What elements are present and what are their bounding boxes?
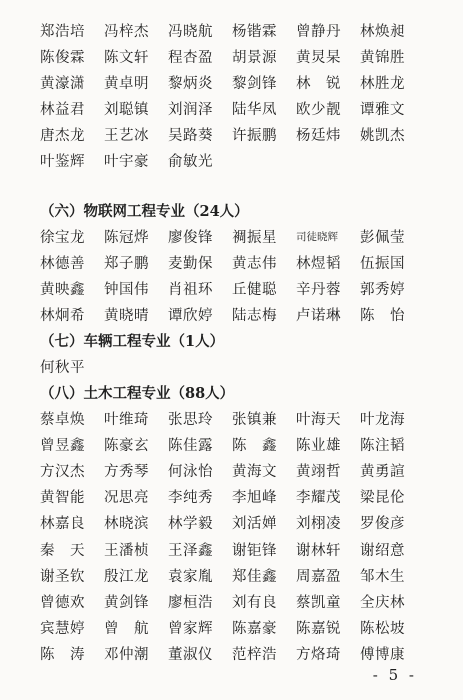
student-name: 陈嘉锐 (296, 621, 341, 638)
student-name: 曾家辉 (168, 621, 213, 638)
student-name: 林晓滨 (104, 516, 149, 533)
student-name: 麦勤保 (168, 255, 213, 272)
student-name: 黄翊哲 (296, 463, 341, 480)
student-name: 曾德欢 (40, 594, 85, 611)
student-name: 秦 天 (40, 542, 85, 559)
student-name: 方秀琴 (104, 463, 149, 480)
name-row (40, 276, 430, 300)
student-name: 李旭峰 (232, 490, 277, 507)
student-name: 林煜韬 (296, 255, 341, 272)
student-name: 叶宇豪 (104, 153, 149, 170)
student-name: 郑佳鑫 (232, 568, 277, 585)
student-name: 王潘桢 (104, 542, 149, 559)
student-name: 林胜龙 (360, 75, 405, 92)
name-row (40, 44, 430, 68)
student-name: 蔡卓焕 (40, 411, 85, 428)
name-row (40, 122, 430, 146)
student-name: 徐宝龙 (40, 229, 85, 246)
name-row (40, 18, 430, 42)
student-name: 王艺冰 (104, 127, 149, 144)
student-name: 曾 航 (104, 621, 149, 638)
student-name: 郑子鹏 (104, 255, 149, 272)
student-name: 林益君 (40, 101, 85, 118)
name-row (40, 616, 430, 640)
name-row (40, 302, 430, 326)
student-name: 陈文轩 (104, 49, 149, 66)
student-name: 邓仲潮 (104, 647, 149, 664)
student-name: 周嘉盈 (296, 568, 341, 585)
student-name: 陈俊霖 (40, 49, 85, 66)
student-name: 卢诺琳 (296, 307, 341, 324)
page-number: - 5 - (372, 666, 417, 684)
student-name: 辛丹蓉 (296, 281, 341, 298)
student-name: 张思玲 (168, 411, 213, 428)
student-name: 谢林轩 (296, 542, 341, 559)
student-name: 陈注韬 (360, 437, 405, 454)
student-name: 谭欣婷 (168, 307, 213, 324)
student-name: 林 锐 (296, 75, 341, 92)
student-name: 方汉杰 (40, 463, 85, 480)
student-name: 陈佳露 (168, 437, 213, 454)
student-name: 陈业雄 (296, 437, 341, 454)
student-name: 黄智能 (40, 490, 85, 507)
student-name: 郭秀婷 (360, 281, 405, 298)
student-name: 陈冠烨 (104, 229, 149, 246)
student-name: 黄勇諠 (360, 463, 405, 480)
student-name: 廖桓浩 (168, 594, 213, 611)
student-name: 李纯秀 (168, 490, 213, 507)
student-name: 叶龙海 (360, 411, 405, 428)
student-name: 刘聪镇 (104, 101, 149, 118)
student-name: 吴路葵 (168, 127, 213, 144)
student-name: 杨廷炜 (296, 127, 341, 144)
student-name: 蔡凯童 (296, 594, 341, 611)
name-row (40, 148, 430, 172)
student-name: 李耀茂 (296, 490, 341, 507)
name-row (40, 354, 430, 378)
student-name: 梁昆伦 (360, 490, 405, 507)
student-name: 黄映鑫 (40, 281, 85, 298)
student-name: 林炯希 (40, 307, 85, 324)
student-name: 黄剑锋 (104, 594, 149, 611)
student-name: 陈豪玄 (104, 437, 149, 454)
student-name: 黄炅杲 (296, 49, 341, 66)
name-row (40, 70, 430, 94)
student-name: 钟国伟 (104, 281, 149, 298)
student-name: 袁家胤 (168, 568, 213, 585)
name-row (40, 458, 430, 482)
student-name: 方烙琦 (296, 647, 341, 664)
student-name: 许振鹏 (232, 127, 277, 144)
section-heading-civil: （八）土木工程专业（88人） (40, 384, 235, 402)
student-name: 董淑仪 (168, 647, 213, 664)
student-name: 刘润泽 (168, 101, 213, 118)
student-name: 谢钜锋 (232, 542, 277, 559)
student-name: 何泳怡 (168, 463, 213, 480)
student-name: 刘栩凌 (296, 516, 341, 533)
student-name: 宾慧婷 (40, 621, 85, 638)
student-name: 谢圣钦 (40, 568, 85, 585)
name-row (40, 96, 430, 120)
student-name: 林焕昶 (360, 23, 405, 40)
name-row (40, 511, 430, 535)
student-name: 陈 怡 (360, 307, 405, 324)
student-name: 黎剑锋 (232, 75, 277, 92)
student-name: 林德善 (40, 255, 85, 272)
student-name: 陈 涛 (40, 647, 85, 664)
student-name: 肖祖环 (168, 281, 213, 298)
student-name: 司徒晓辉 (296, 230, 338, 243)
student-name: 姚凯杰 (360, 127, 405, 144)
student-name: 林学毅 (168, 516, 213, 533)
student-name: 叶维琦 (104, 411, 149, 428)
student-name: 黄卓明 (104, 75, 149, 92)
student-name: 刘有良 (232, 594, 277, 611)
student-name: 黎炳炎 (168, 75, 213, 92)
name-row (40, 563, 430, 587)
student-name: 谢绍意 (360, 542, 405, 559)
student-name: 胡景源 (232, 49, 277, 66)
name-row (40, 589, 430, 613)
name-row (40, 250, 430, 274)
student-name: 丘健聪 (232, 281, 277, 298)
student-name: 冯晓航 (168, 23, 213, 40)
student-name: 陈嘉豪 (232, 621, 277, 638)
student-name: 廖俊锋 (168, 229, 213, 246)
name-row (40, 406, 430, 430)
student-name: 王泽鑫 (168, 542, 213, 559)
name-row (40, 224, 430, 248)
name-row (40, 432, 430, 456)
student-name: 程杏盈 (168, 49, 213, 66)
student-name: 欧少靓 (296, 101, 341, 118)
student-name: 谭雅文 (360, 101, 405, 118)
student-name: 唐杰龙 (40, 127, 85, 144)
student-name: 叶鉴辉 (40, 153, 85, 170)
student-name: 杨锴霖 (232, 23, 277, 40)
student-name: 曾昱鑫 (40, 437, 85, 454)
student-name: 黄濠潇 (40, 75, 85, 92)
student-name: 黄锦胜 (360, 49, 405, 66)
student-name: 叶海天 (296, 411, 341, 428)
section-heading-iot: （六）物联网工程专业（24人） (40, 202, 249, 220)
name-row (40, 537, 430, 561)
student-name: 郑浩培 (40, 23, 85, 40)
student-name: 曾静丹 (296, 23, 341, 40)
student-name: 俞敏光 (168, 153, 213, 170)
student-name: 陈 鑫 (232, 437, 277, 454)
name-row (40, 485, 430, 509)
student-name: 黄晓晴 (104, 307, 149, 324)
student-name: 况思亮 (104, 490, 149, 507)
student-name: 彭佩莹 (360, 229, 405, 246)
student-name: 陈松坡 (360, 621, 405, 638)
name-row (40, 642, 430, 666)
student-name: 伍振国 (360, 255, 405, 272)
student-name: 罗俊彦 (360, 516, 405, 533)
student-name: 林嘉良 (40, 516, 85, 533)
section-heading-vehicle: （七）车辆工程专业（1人） (40, 332, 225, 350)
student-name: 裯振星 (232, 229, 277, 246)
student-name: 傅博康 (360, 647, 405, 664)
student-name: 黄海文 (232, 463, 277, 480)
student-name: 殷江龙 (104, 568, 149, 585)
student-name: 陆志梅 (232, 307, 277, 324)
student-name: 黄志伟 (232, 255, 277, 272)
student-name: 范梓浩 (232, 647, 277, 664)
student-name: 冯梓杰 (104, 23, 149, 40)
student-name: 全庆林 (360, 594, 405, 611)
student-name: 陆华凤 (232, 101, 277, 118)
student-name: 张镇兼 (232, 411, 277, 428)
student-name: 何秋平 (40, 359, 85, 376)
student-name: 刘活婵 (232, 516, 277, 533)
student-name: 邹木生 (360, 568, 405, 585)
